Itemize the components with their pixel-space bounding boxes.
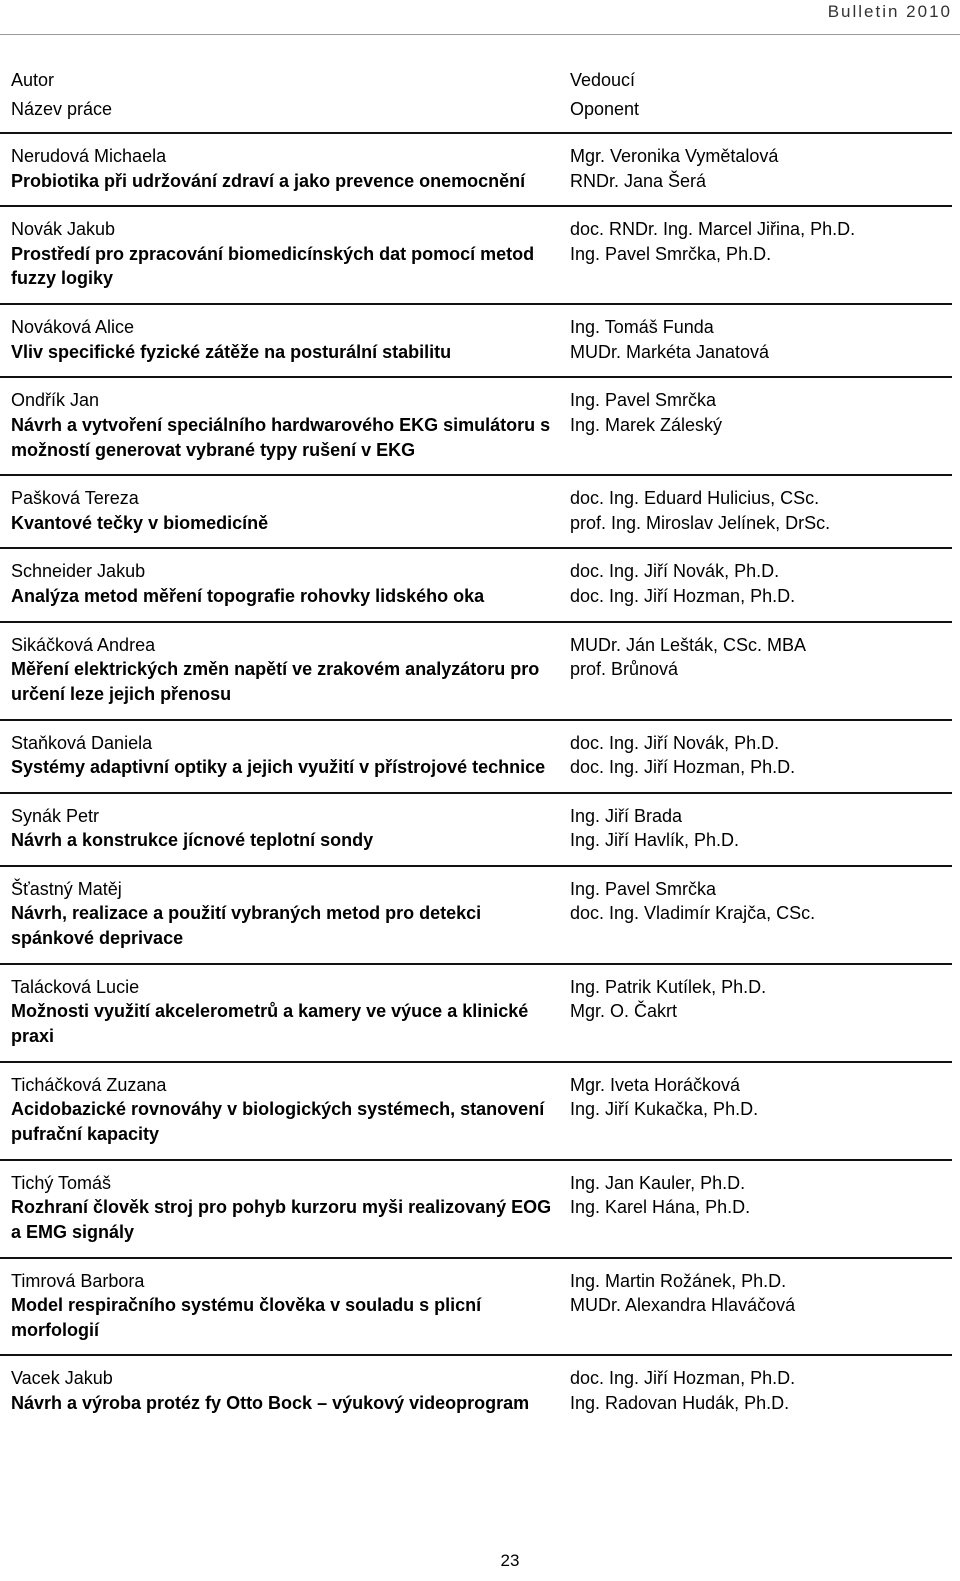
opponent-name: Ing. Jiří Havlík, Ph.D. (570, 830, 740, 851)
thesis-title: Model respiračního systému člověka v souladu s plicní morfologií (11, 1295, 482, 1340)
author-title-cell (0, 964, 569, 1062)
thesis-title: Prostředí pro zpracování biomedicínských dat pomocí metod fuzzy logiky (11, 243, 535, 289)
supervisor-opponent-cell (569, 964, 952, 1062)
thesis-entry-row (0, 206, 952, 304)
supervisor-name: MUDr. Ján Lešták, CSc. MBA (570, 634, 807, 655)
author-name: Ticháčková Zuzana (11, 1074, 167, 1095)
running-title: Bulletin 2010 (827, 2, 952, 21)
opponent-name: Mgr. O. Čakrt (570, 1001, 678, 1022)
thesis-entry-row (0, 133, 952, 206)
supervisor-name: Mgr. Iveta Horáčková (570, 1074, 741, 1095)
author-name: Vacek Jakub (11, 1368, 113, 1389)
supervisor-opponent-cell (569, 793, 952, 866)
opponent-name: doc. Ing. Jiří Hozman, Ph.D. (570, 757, 796, 778)
author-name: Novák Jakub (11, 219, 116, 240)
thesis-entry-row (0, 622, 952, 720)
thesis-entry-row (0, 304, 952, 377)
author-header: Autor (11, 70, 55, 90)
supervisor-opponent-cell (569, 622, 952, 720)
thesis-entry-row (0, 548, 952, 621)
thesis-entry-row (0, 793, 952, 866)
thesis-table (0, 60, 952, 1428)
opponent-name: RNDr. Jana Šerá (570, 170, 707, 191)
thesis-title: Návrh a výroba protéz fy Otto Bock – výukový videoprogram (11, 1392, 530, 1413)
supervisor-opponent-cell (569, 1062, 952, 1160)
supervisor-opponent-cell (569, 1355, 952, 1427)
opponent-name: prof. Brůnová (570, 659, 679, 680)
author-name: Staňková Daniela (11, 732, 153, 753)
thesis-entry-row (0, 720, 952, 793)
supervisor-name: doc. Ing. Eduard Hulicius, CSc. (570, 488, 820, 509)
thesis-title: Měření elektrických změn napětí ve zrakovém analyzátoru pro určení leze jejich přenosu (11, 659, 540, 704)
author-title-cell (0, 1258, 569, 1356)
author-title-cell (0, 866, 569, 964)
author-name: Ondřík Jan (11, 390, 100, 411)
opponent-name: Ing. Karel Hána, Ph.D. (570, 1197, 751, 1218)
opponent-name: doc. Ing. Vladimír Krajča, CSc. (570, 903, 816, 924)
author-title-cell (0, 622, 569, 720)
supervisor-name: Mgr. Veronika Vymětalová (570, 146, 779, 166)
left-column-header (0, 60, 569, 133)
supervisor-opponent-cell (569, 1160, 952, 1258)
author-title-cell (0, 1160, 569, 1258)
author-name: Pašková Tereza (11, 488, 139, 509)
supervisor-name: doc. RNDr. Ing. Marcel Jiřina, Ph.D. (570, 219, 856, 240)
opponent-name: Ing. Marek Záleský (570, 414, 723, 435)
opponent-name: prof. Ing. Miroslav Jelínek, DrSc. (570, 512, 831, 533)
author-title-cell (0, 1062, 569, 1160)
author-title-cell (0, 475, 569, 548)
supervisor-opponent-cell (569, 1258, 952, 1356)
author-title-cell (0, 377, 569, 475)
supervisor-name: Ing. Jan Kauler, Ph.D. (570, 1172, 746, 1193)
supervisor-opponent-cell (569, 206, 952, 304)
author-name: Sikáčková Andrea (11, 634, 156, 655)
thesis-title: Kvantové tečky v biomedicíně (11, 512, 269, 533)
supervisor-opponent-cell (569, 866, 952, 964)
title-header: Název práce (11, 98, 113, 119)
author-name: Nováková Alice (11, 317, 135, 338)
supervisor-header: Vedoucí (570, 70, 636, 90)
right-column-header (569, 60, 952, 133)
supervisor-name: Ing. Pavel Smrčka (570, 878, 717, 899)
thesis-title: Systémy adaptivní optiky a jejich využití v přístrojové technice (11, 757, 546, 778)
thesis-title: Návrh a vytvoření speciálního hardwarového EKG simulátoru s možností generovat vybrané typy rušení v EKG (11, 414, 551, 460)
author-title-cell (0, 1355, 569, 1427)
opponent-name: Ing. Jiří Kukačka, Ph.D. (570, 1099, 759, 1120)
opponent-name: doc. Ing. Jiří Hozman, Ph.D. (570, 585, 796, 606)
thesis-title: Rozhraní člověk stroj pro pohyb kurzoru myši realizovaný EOG a EMG signály (11, 1197, 552, 1242)
thesis-entry-row (0, 964, 952, 1062)
author-name: Tichý Tomáš (11, 1172, 112, 1193)
author-title-cell (0, 304, 569, 377)
thesis-title: Návrh, realizace a použití vybraných metod pro detekci spánkové deprivace (11, 903, 482, 949)
opponent-name: MUDr. Alexandra Hlaváčová (570, 1295, 796, 1316)
author-title-cell (0, 720, 569, 793)
supervisor-opponent-cell (569, 377, 952, 475)
supervisor-name: doc. Ing. Jiří Hozman, Ph.D. (570, 1368, 796, 1389)
supervisor-opponent-cell (569, 720, 952, 793)
author-title-cell (0, 206, 569, 304)
page-number: 23 (500, 1551, 520, 1570)
author-name: Timrová Barbora (11, 1270, 145, 1291)
supervisor-opponent-cell (569, 548, 952, 621)
opponent-name: MUDr. Markéta Janatová (570, 341, 770, 362)
supervisor-name: Ing. Patrik Kutílek, Ph.D. (570, 976, 767, 997)
author-name: Šťastný Matěj (11, 878, 122, 899)
thesis-entry-row (0, 1355, 952, 1427)
author-title-cell (0, 548, 569, 621)
thesis-entry-row (0, 866, 952, 964)
thesis-entry-row (0, 475, 952, 548)
column-header-row (0, 60, 952, 133)
thesis-title: Návrh a konstrukce jícnové teplotní sondy (11, 830, 374, 851)
author-name: Synák Petr (11, 805, 100, 826)
thesis-entry-row (0, 377, 952, 475)
supervisor-name: Ing. Tomáš Funda (570, 317, 714, 338)
author-title-cell (0, 133, 569, 206)
supervisor-name: doc. Ing. Jiří Novák, Ph.D. (570, 732, 780, 753)
header-rule (0, 34, 960, 35)
thesis-title: Analýza metod měření topografie rohovky lidského oka (11, 585, 485, 606)
thesis-title: Vliv specifické fyzické zátěže na posturální stabilitu (11, 341, 452, 362)
opponent-name: Ing. Radovan Hudák, Ph.D. (570, 1392, 790, 1413)
supervisor-opponent-cell (569, 475, 952, 548)
author-name: Nerudová Michaela (11, 146, 167, 166)
thesis-entry-row (0, 1062, 952, 1160)
thesis-title: Možnosti využití akcelerometrů a kamery ve výuce a klinické praxi (11, 1001, 529, 1047)
thesis-entry-row (0, 1160, 952, 1258)
opponent-header: Oponent (570, 98, 640, 119)
thesis-entry-row (0, 1258, 952, 1356)
supervisor-name: Ing. Jiří Brada (570, 805, 683, 826)
supervisor-opponent-cell (569, 133, 952, 206)
supervisor-opponent-cell (569, 304, 952, 377)
author-name: Talácková Lucie (11, 976, 140, 997)
supervisor-name: doc. Ing. Jiří Novák, Ph.D. (570, 561, 780, 582)
thesis-title: Probiotika při udržování zdraví a jako prevence onemocnění (11, 170, 526, 191)
thesis-title: Acidobazické rovnováhy v biologických systémech, stanovení pufrační kapacity (11, 1099, 545, 1144)
author-title-cell (0, 793, 569, 866)
opponent-name: Ing. Pavel Smrčka, Ph.D. (570, 243, 772, 264)
supervisor-name: Ing. Pavel Smrčka (570, 390, 717, 411)
supervisor-name: Ing. Martin Rožánek, Ph.D. (570, 1270, 787, 1291)
author-name: Schneider Jakub (11, 561, 146, 582)
